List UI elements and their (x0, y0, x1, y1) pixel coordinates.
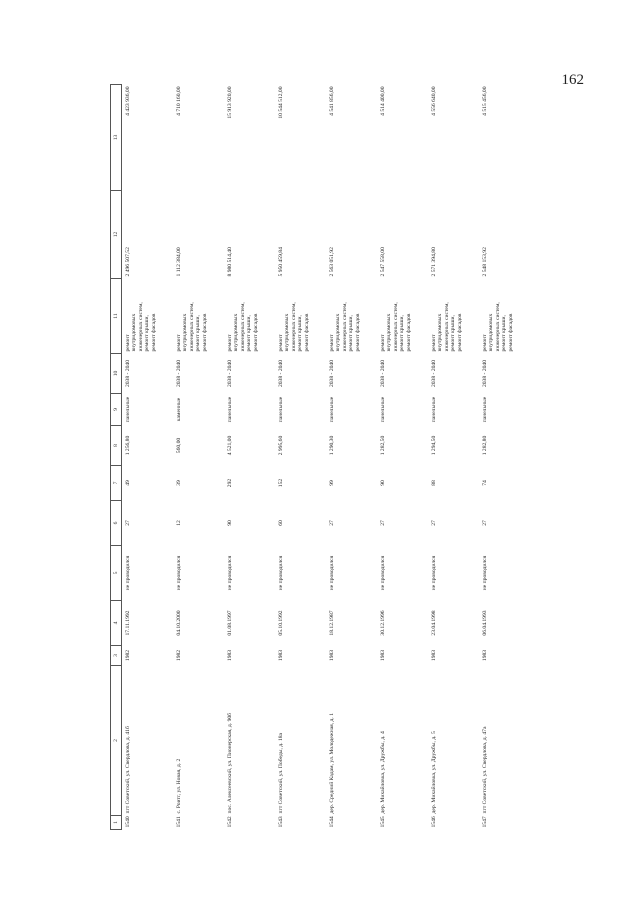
wall-material-cell: каменные (176, 397, 182, 422)
date-cell: 05.10.1992 (278, 610, 284, 636)
area-cell: 2 995,60 (278, 435, 284, 456)
work-line: внутридомовых (386, 313, 393, 352)
work-line: внутридомовых (182, 313, 189, 352)
last-repair-cell: не проводился (482, 555, 488, 591)
work-line: ремонт (125, 334, 131, 352)
work-line: ремонт (227, 334, 233, 352)
table-row (275, 85, 326, 830)
address-cell: пгт Советский, ул. Свердлова, д. 47а (482, 726, 488, 814)
last-repair-cell: не проводился (329, 555, 335, 591)
year-cell: 1983 (329, 649, 335, 662)
work-line: внутридомовых (437, 313, 444, 352)
work-line: ремонт крыши, (399, 315, 406, 352)
floors-cell: 27 (380, 520, 386, 526)
total-cell: 4 556 640,00 (431, 86, 437, 116)
work-line: ремонт крыши, (297, 315, 304, 352)
work-line: ремонт фасадов (303, 313, 310, 352)
work-line: ремонт (431, 334, 437, 352)
address-cell: дер. Михайловка, ул. Дружбы, д. 5 (431, 731, 437, 814)
col-header: 8 (111, 426, 122, 466)
area-cell: 1 290,30 (329, 435, 335, 456)
col-header: 6 (111, 501, 122, 546)
works-cell (224, 279, 275, 354)
row-number: 1543 (278, 816, 284, 828)
area-cell: 1 256,80 (125, 435, 131, 456)
period-cell: 2038 - 2040 (227, 359, 233, 388)
floors-cell: 27 (431, 520, 437, 526)
work-line: ремонт крыши, (348, 315, 355, 352)
total-cell: 4 515 456,00 (482, 86, 488, 116)
date-cell: 23.04.1998 (431, 610, 437, 636)
table-row (479, 85, 530, 830)
total-cell: 15 913 920,00 (227, 86, 233, 119)
address-cell: с. Роитг, ул. Новая, д. 2 (176, 758, 182, 814)
year-cell: 1983 (278, 649, 284, 662)
work-line: ремонт крыши, (144, 315, 151, 352)
total-cell: 4 710 160,00 (176, 86, 182, 116)
floors-cell: 60 (278, 520, 284, 526)
row-number: 1547 (482, 816, 488, 828)
works-cell (173, 279, 224, 354)
col-header: 12 (111, 191, 122, 279)
residents-cell: 152 (278, 478, 284, 488)
cost-cell: 2 563 051,92 (329, 247, 335, 277)
works-cell (326, 279, 377, 354)
date-cell: 01.08.1997 (227, 610, 233, 636)
date-cell: 30.12.1996 (380, 610, 386, 636)
work-line: инженерных систем, (392, 302, 399, 352)
work-line: инженерных систем, (443, 302, 450, 352)
wall-material-cell: панельные (125, 396, 131, 423)
col-header: 4 (111, 601, 122, 646)
total-cell: 4 514 400,00 (380, 86, 386, 116)
residents-cell: 74 (482, 480, 488, 486)
date-cell: 06.04.1993 (482, 610, 488, 636)
works-cell (479, 279, 530, 354)
work-line: ремонт крыши, (195, 315, 202, 352)
cost-cell: 2 571 394,80 (431, 247, 437, 277)
year-cell: 1983 (482, 649, 488, 662)
wall-material-cell: панельные (482, 396, 488, 423)
col-header: 5 (111, 546, 122, 601)
works-cell (377, 279, 428, 354)
table-row (377, 85, 428, 830)
col-header: 11 (111, 279, 122, 354)
cost-cell: 2 548 153,92 (482, 247, 488, 277)
total-cell: 4 423 936,00 (125, 86, 131, 116)
residents-cell: 99 (329, 480, 335, 486)
residents-cell: 39 (176, 480, 182, 486)
table-row (224, 85, 275, 830)
residents-cell: 292 (227, 478, 233, 488)
address-cell: пгт Советский, ул. Победы, д. 18а (278, 732, 284, 814)
work-line: ремонт крыши, (501, 315, 508, 352)
page-number: 162 (561, 72, 584, 88)
register-table (110, 84, 530, 830)
work-line: внутридомовых (284, 313, 291, 352)
area-cell: 1 282,50 (380, 435, 386, 456)
last-repair-cell: не проводился (431, 555, 437, 591)
rotated-table-wrapper (110, 85, 522, 830)
row-number: 1546 (431, 816, 437, 828)
header-row (111, 85, 122, 830)
table-row (173, 85, 224, 830)
col-header: 7 (111, 466, 122, 501)
work-line: внутридомовых (131, 313, 138, 352)
cost-cell: 5 950 459,84 (278, 247, 284, 277)
address-cell: пгт Советский, ул. Свердлова, д. 41б (125, 726, 131, 814)
work-line: инженерных систем, (290, 302, 297, 352)
work-line: инженерных систем, (239, 302, 246, 352)
col-header: 1 (111, 816, 122, 830)
works-cell (428, 279, 479, 354)
works-cell (275, 279, 326, 354)
work-line: инженерных систем, (341, 302, 348, 352)
floors-cell: 27 (125, 520, 131, 526)
wall-material-cell: панельные (380, 396, 386, 423)
date-cell: 04.10.2000 (176, 610, 182, 636)
row-number: 1540 (125, 816, 131, 828)
work-line: ремонт (329, 334, 335, 352)
date-cell: 18.12.1987 (329, 610, 335, 636)
works-cell (122, 279, 174, 354)
work-line: ремонт фасадов (405, 313, 412, 352)
wall-material-cell: панельные (227, 396, 233, 423)
row-number: 1544 (329, 816, 335, 828)
work-line: ремонт фасадов (507, 313, 514, 352)
period-cell: 2038 - 2040 (380, 359, 386, 388)
work-line: ремонт (278, 334, 284, 352)
residents-cell: 90 (380, 480, 386, 486)
work-line: ремонт (380, 334, 386, 352)
last-repair-cell: не проводился (125, 555, 131, 591)
work-line: внутридомовых (233, 313, 240, 352)
wall-material-cell: панельные (278, 396, 284, 423)
work-line: ремонт фасадов (201, 313, 208, 352)
work-line: ремонт (176, 334, 182, 352)
area-cell: 4 521,00 (227, 435, 233, 456)
last-repair-cell: не проводился (176, 555, 182, 591)
period-cell: 2038 - 2040 (329, 359, 335, 388)
row-number: 1541 (176, 816, 182, 828)
year-cell: 1983 (431, 649, 437, 662)
total-cell: 10 544 512,00 (278, 86, 284, 119)
work-line: ремонт фасадов (252, 313, 259, 352)
period-cell: 2038 - 2040 (278, 359, 284, 388)
cost-cell: 2 547 558,00 (380, 247, 386, 277)
work-line: ремонт фасадов (456, 313, 463, 352)
work-line: инженерных систем, (188, 302, 195, 352)
row-number: 1545 (380, 816, 386, 828)
last-repair-cell: не проводился (227, 555, 233, 591)
cost-cell: 8 980 514,40 (227, 247, 233, 277)
work-line: ремонт крыши, (246, 315, 253, 352)
year-cell: 1982 (176, 649, 182, 662)
table-row (122, 85, 174, 830)
row-number: 1542 (227, 816, 233, 828)
year-cell: 1982 (125, 649, 131, 662)
work-line: ремонт (482, 334, 488, 352)
floors-cell: 27 (329, 520, 335, 526)
period-cell: 2038 - 2040 (176, 359, 182, 388)
floors-cell: 90 (227, 520, 233, 526)
area-cell: 1 282,80 (482, 435, 488, 456)
work-line: инженерных систем, (494, 302, 501, 352)
date-cell: 17.11.1992 (125, 610, 131, 636)
work-line: ремонт фасадов (354, 313, 361, 352)
period-cell: 2038 - 2040 (482, 359, 488, 388)
work-line: инженерных систем, (137, 302, 144, 352)
year-cell: 1983 (380, 649, 386, 662)
work-line: внутридомовых (488, 313, 495, 352)
area-cell: 560,00 (176, 437, 182, 454)
address-cell: пос. Алексеевский, ул. Пионерская, д. 90б (227, 712, 233, 814)
period-cell: 2038 - 2040 (125, 359, 131, 388)
col-header: 10 (111, 354, 122, 394)
floors-cell: 27 (482, 520, 488, 526)
wall-material-cell: панельные (329, 396, 335, 423)
residents-cell: 49 (125, 480, 131, 486)
col-header: 2 (111, 666, 122, 816)
address-cell: дер. Михайловка, ул. Дружбы, д. 4 (380, 731, 386, 814)
wall-material-cell: панельные (431, 396, 437, 423)
col-header: 9 (111, 394, 122, 426)
floors-cell: 12 (176, 520, 182, 526)
work-line: ремонт фасадов (150, 313, 157, 352)
cost-cell: 1 112 384,00 (176, 247, 182, 277)
address-cell: дер. Средний Кадам, ул. Молодежная, д. 1 (329, 713, 335, 814)
work-line: ремонт крыши, (450, 315, 457, 352)
table-row (326, 85, 377, 830)
col-header: 13 (111, 85, 122, 191)
last-repair-cell: не проводился (380, 555, 386, 591)
last-repair-cell: не проводился (278, 555, 284, 591)
year-cell: 1983 (227, 649, 233, 662)
table-row (428, 85, 479, 830)
cost-cell: 2 496 507,52 (125, 247, 131, 277)
residents-cell: 88 (431, 480, 437, 486)
period-cell: 2038 - 2040 (431, 359, 437, 388)
work-line: внутридомовых (335, 313, 342, 352)
total-cell: 4 541 856,00 (329, 86, 335, 116)
col-header: 3 (111, 646, 122, 666)
area-cell: 1 294,50 (431, 435, 437, 456)
